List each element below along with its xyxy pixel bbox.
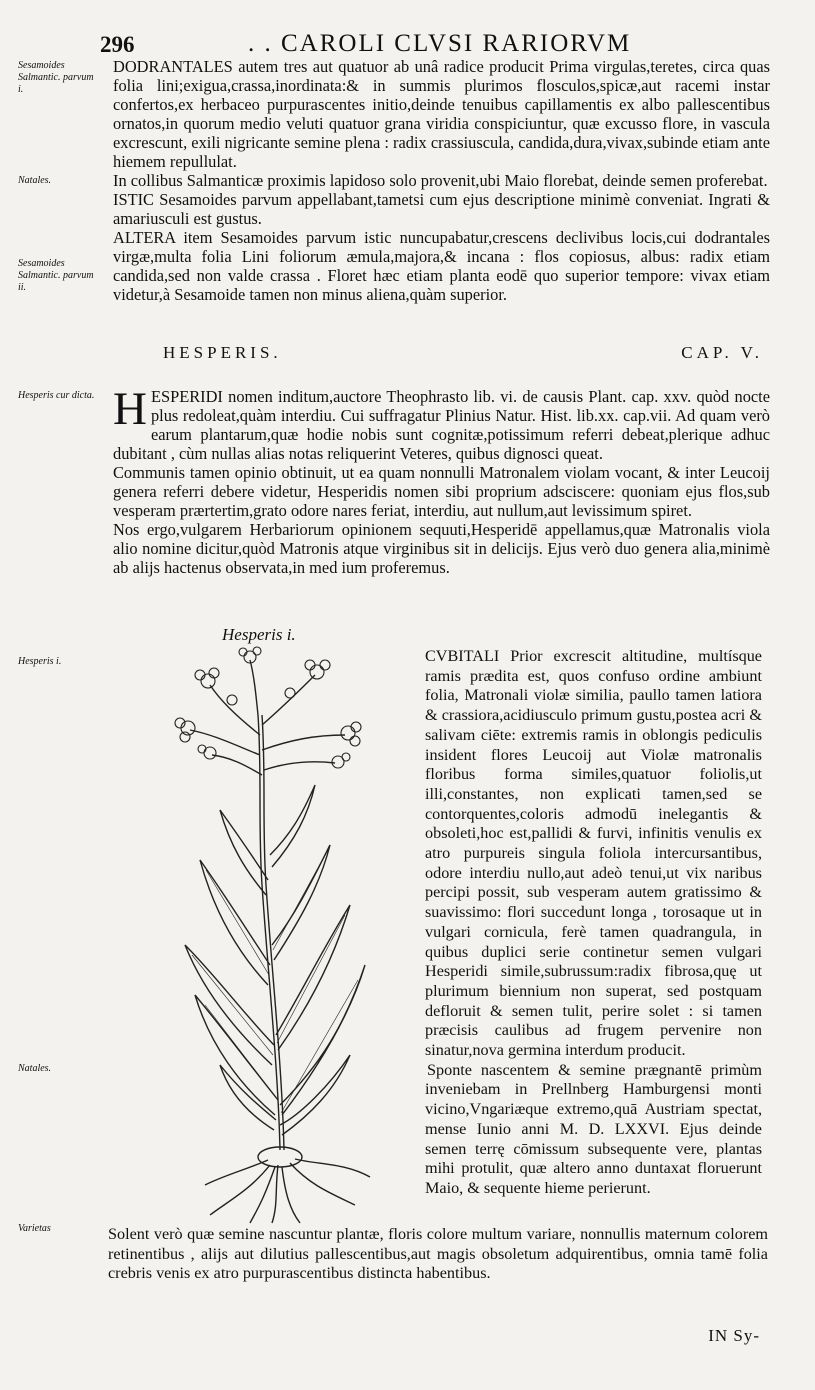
hesperis-text-block: [113, 383, 770, 577]
margin-note: Sesamoides Salmantic. parvum i.: [18, 60, 94, 95]
margin-note: Hesperis i.: [18, 656, 62, 667]
section-heading: [163, 343, 763, 367]
paragraph: ALTERA item Sesamoides parvum istic nuncupabatur,crescens declivibus locis,cui dodrantales virgæ,multa folia Lini foliorum æmula,majora,& incana : flos copiosus, albus: radix etiam candida,sed non valde crassa . Floret hæc etiam planta eodē quo superior tempore: vivax etiam videtur,à Sesamoide tamen non minus aliena,quàm superior.: [113, 228, 770, 304]
margin-note: Natales.: [18, 1063, 52, 1074]
running-title: . . CAROLI CLVSI RARIORVM: [248, 30, 632, 57]
paragraph: Nos ergo,vulgarem Herbariorum opinionem sequuti,Hesperidē appellamus,quæ Matronalis viola alio nomine dicitur,quòd Matronis atque virginibus sit in delicijs. Ejus verò duo genera alia,minimè ab alijs hactenus observata,in med ium proferemus.: [113, 520, 770, 577]
figure-title: Hesperis i.: [222, 625, 296, 644]
right-column-text: [425, 647, 762, 1199]
drop-cap: H: [113, 383, 147, 435]
paragraph: ISTIC Sesamoides parvum appellabant,tametsi cum ejus descriptione minimè conveniat. Ingrati & amariusculi est gustus.: [113, 190, 770, 228]
margin-note: Sesamoides Salmantic. parvum ii.: [18, 258, 94, 293]
margin-note: Hesperis cur dicta.: [18, 390, 95, 401]
paragraph: [113, 383, 770, 463]
paragraph: In collibus Salmanticæ proximis lapidoso solo provenit,ubi Maio florebat, deinde semen proferebat.: [113, 171, 768, 190]
margin-note: Varietas: [18, 1223, 51, 1234]
chapter-label: CAP. V.: [681, 343, 763, 362]
paragraph-text: ESPERIDI nomen inditum,auctore Theophrasto lib. vi. de causis Plant. cap. xxv. quòd nocte plus redoleat,quàm interdiu. Cui suffragatur Plinius Natur. Hist. lib.xx. cap.vii. Ad quam verò earum plantarum,quæ hodie nobis sunt cognitæ,potissimum referri debeat,plerique adhuc dubitant , cùm nullas alias notas reliquerint Veteres, quibus dignosci queat.: [113, 387, 770, 463]
margin-note: Natales.: [18, 175, 52, 186]
paragraph: Communis tamen opinio obtinuit, ut ea quam nonnulli Matronalem violam vocant, & inter Leucoij genera referri debere videtur, Hesperidis nomen sibi proprium adsciscere: quoniam ejus flos,sub vesperam prærtertim,grato odore nares feriat, interdiu, aut nullum,aut levissimum spiret.: [113, 463, 770, 520]
bottom-paragraph: Solent verò quæ semine nascuntur plantæ, floris colore multum variare, nonnullis maternum colorem retinentibus , alijs aut dilutius pallescentibus,aut magis obsoletum adquirentibus, omnia tamē folia crebris venis ex atro purpurascentibus distincta habentibus.: [108, 1225, 768, 1283]
page-header: [100, 30, 800, 60]
paragraph: Sponte nascentem & semine prægnantē primùm inveniebam in Prellnberg Hamburgensi monti vicino,Vngariæque extremo,quā Austriam spectat, mense Iunio anni M. D. LXXVI. Ejus deinde semen terrę cōmissum subsequente vere, plantas mihi protulit, quæ altero anno duntaxat floruerunt Maio, & sequente hieme perierunt.: [425, 1060, 762, 1197]
catchword: IN Sy-: [708, 1326, 760, 1345]
top-text-block: [113, 57, 770, 304]
section-title: HESPERIS.: [163, 343, 282, 362]
paragraph: CVBITALI Prior excrescit altitudine, multísque ramis prædita est, quos confuso ordine ambiunt folia, Matronali violæ similia, paullo tamen latiora & crassiora,acidiusculo primum gustu,postea acri & salivam ciēte: extremis ramis in oblongis pediculis insident flores Leucoij aut Violæ matronalis floribus forma similes,quatuor foliolis,ut illi,constantes, non explicati tamen,sed se contorquentes,coloris admodū inelegantis & obsoleti,hoc est,pallidi & furvi, infinitis venulis ex atro purpureis singula foliola intercursantibus, odore interdiu nullo,aut adeò tenui,ut vix naribus percipi possit, sub vesperam autem gratissimo & suavissimo: flori succedunt longa , torosaque ut in vulgari cornicula, ferè tamen quadrangula, in quibus duplici serie continetur semen vulgari Hesperidi simile,subrussum:radix fibrosa,quę ut plurimum biennium non superat, sed postquam defloruit & semen tulit, perire solet : si tamen præcisis caulibus ad frugem pervenire non sinatur,nova germina interdum producit.: [425, 647, 762, 1060]
page-number: 296: [100, 32, 135, 57]
paragraph: DODRANTALES autem tres aut quatuor ab unâ radice producit Prima virgulas,teretes, circa quas folia lini;exigua,crassa,inordinata:& in summis plurimos flosculos,spicæ,aut racemi instar confertos,ex herbaceo purpurascentes initio,deinde tenuibus capillamentis ex albo pallescentibus ornatos,in quorum medio veluti quatuor grana viridia conspiciuntur, quæ excusso flore, in vascula excrescunt, exili nigricante semine plena : radix crassiuscula, candida,dura,vivax,subinde etiam ante hiemem repullulat.: [113, 57, 770, 171]
hesperis-plant-illustration: [150, 645, 412, 1225]
